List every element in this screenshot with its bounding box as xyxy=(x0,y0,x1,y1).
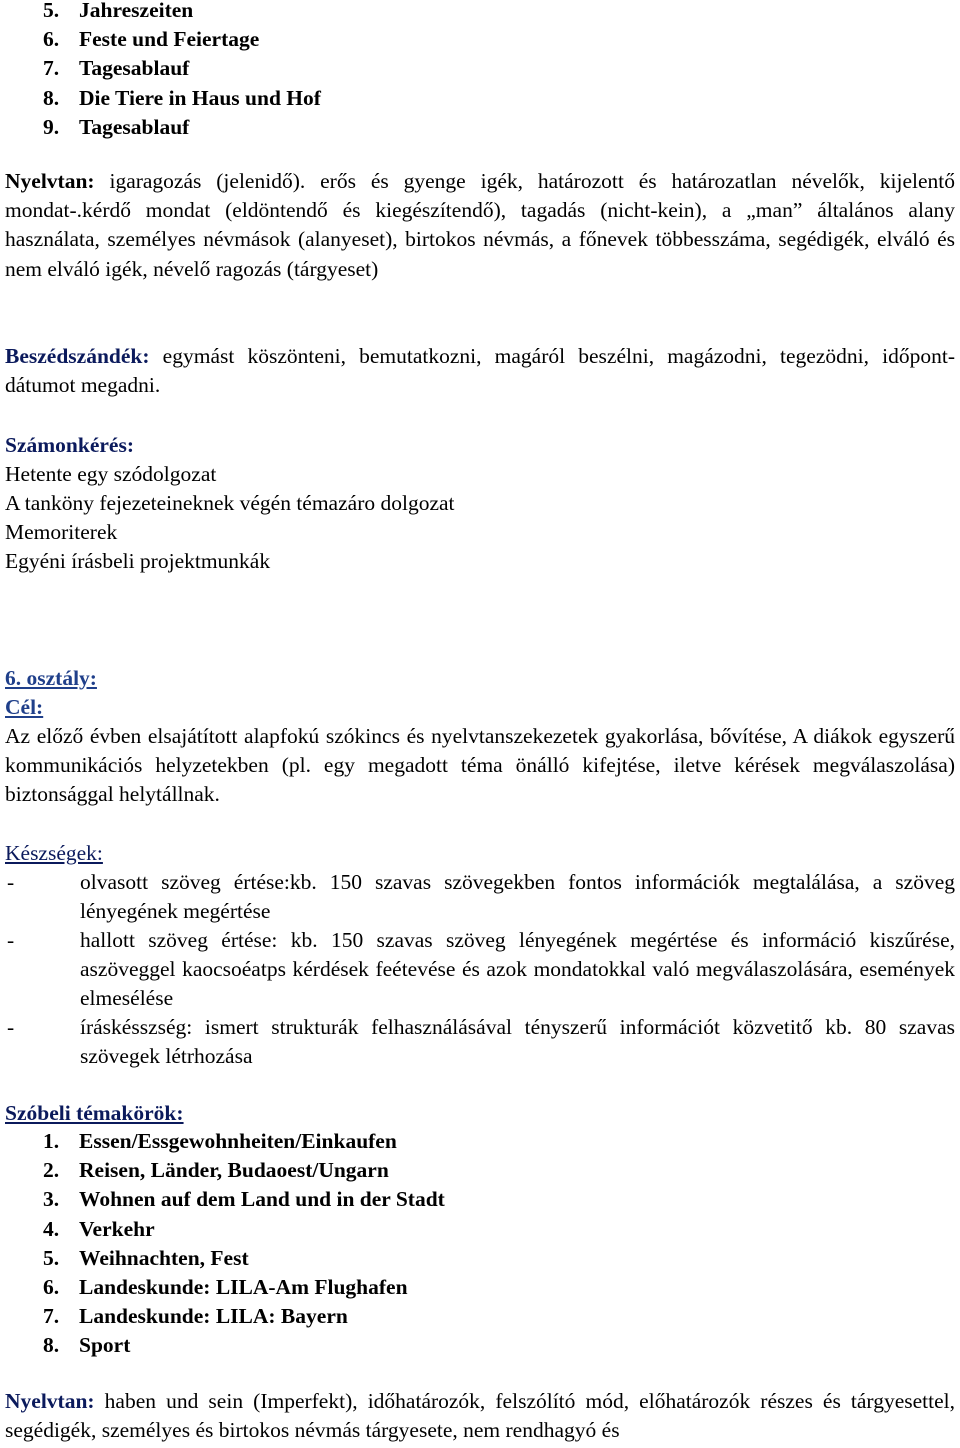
assessment-heading: Számonkérés: xyxy=(5,433,134,457)
speech-intent-label: Beszédszándék: xyxy=(5,344,150,368)
assessment-line: Memoriterek xyxy=(5,520,118,544)
assessment-line: Hetente egy szódolgozat xyxy=(5,462,217,486)
list-item: 5. Jahreszeiten xyxy=(43,0,194,22)
topic-list-grade6 xyxy=(43,1127,445,1361)
list-item: 6. Feste und Feiertage xyxy=(43,27,260,52)
grammar-label: Nyelvtan: xyxy=(5,1389,95,1413)
list-item: 2. Reisen, Länder, Budaoest/Ungarn xyxy=(43,1158,389,1183)
skill-item: - hallott szöveg értése: kb. 150 szavas szöveg lényegének megértése és információ kiszűrése, aszöveggel kaocsoéatps kérdések feétevése és azok mondatokkal való megválaszolására, események elmesélése xyxy=(7,928,955,1011)
list-item: 7. Tagesablauf xyxy=(43,56,190,81)
list-item: 3. Wohnen auf dem Land und in der Stadt xyxy=(43,1187,445,1212)
grammar-text: igaragozás (jelenidő). erős és gyenge igék, határozott és határozatlan névelők, kijelentő mondat-.kérdő mondat (eldöntendő és kiegészítendő), tagadás (nicht-kein), a „man” általános alany használata, személyes névmások (alanyeset), birtokos névmás, a főnevek többesszáma, segédigék, elváló és nem elváló igék, névelő ragozás (tárgyeset) xyxy=(5,169,955,281)
topics-heading: Szóbeli témakörök: xyxy=(5,1101,184,1125)
list-item: 8. Die Tiere in Haus und Hof xyxy=(43,85,321,110)
list-item: 1. Essen/Essgewohnheiten/Einkaufen xyxy=(43,1129,397,1153)
skill-item: - olvasott szöveg értése:kb. 150 szavas szövegekben fontos információk megtalálása, a szöveg lényegének megértése xyxy=(7,870,955,924)
assessment-line: Egyéni írásbeli projektmunkák xyxy=(5,549,271,573)
grammar-text: haben und sein (Imperfekt), időhatározók, felszólító mód, előhatározók részes és tárgyesettel, segédigék, személyes és birtokos névmás tárgyesete, nem rendhagyó és xyxy=(5,1389,955,1443)
grade6-heading: 6. osztály: xyxy=(5,666,97,690)
speech-intent-text: egymást köszönteni, bemutatkozni, magáról beszélni, magázodni, tegezödni, időpont-dátumot megadni. xyxy=(5,344,955,398)
list-item: 7. Landeskunde: LILA: Bayern xyxy=(43,1304,348,1329)
skill-item: - íráskésszség: ismert strukturák felhasználásával tényszerű információt közvetitő kb. 80 szavas szövegek létrhozása xyxy=(7,1015,955,1069)
speech-intent-paragraph xyxy=(5,342,955,400)
grammar-paragraph-grade6 xyxy=(5,1387,955,1445)
topic-list-grade5 xyxy=(43,0,321,142)
grammar-paragraph xyxy=(5,167,955,284)
goal-label: Cél: xyxy=(5,695,44,719)
skills-heading: Készségek: xyxy=(5,841,103,865)
grammar-label: Nyelvtan: xyxy=(5,169,95,193)
list-item: 4. Verkehr xyxy=(43,1216,155,1241)
list-item: 5. Weihnachten, Fest xyxy=(43,1245,249,1270)
list-item: 9. Tagesablauf xyxy=(43,114,190,139)
list-item: 8. Sport xyxy=(43,1333,131,1358)
goal-paragraph: Az előző évben elsajátított alapfokú szókincs és nyelvtanszekezetek gyakorlása, bővítése, A diákok egyszerű kommunikációs helyzetekben (pl. egy megadott téma önálló kifejtése, iletve kérések megválaszolása) biztonsággal helytállnak. xyxy=(5,724,955,807)
assessment-line: A tanköny fejezeteineknek végén témazáro dolgozat xyxy=(5,491,455,515)
list-item: 6. Landeskunde: LILA-Am Flughafen xyxy=(43,1274,408,1299)
